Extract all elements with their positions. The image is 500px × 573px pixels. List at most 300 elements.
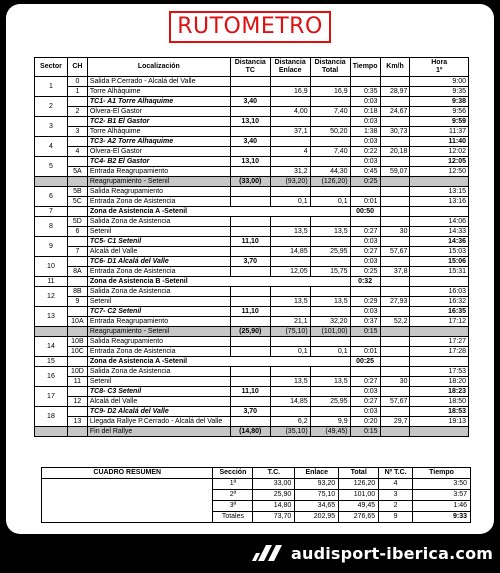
tiempo-cell: 0:45	[350, 167, 380, 177]
sector-cell: 5	[35, 157, 68, 177]
distancia-enlace-cell	[270, 137, 310, 147]
distancia-total-cell	[310, 367, 350, 377]
summary-header-row	[42, 468, 471, 479]
hora-cell: 18:20	[410, 377, 469, 387]
location-cell: Salida P.Cerrado - Alcalá del Valle	[87, 77, 230, 87]
document-frame	[6, 4, 494, 534]
hora-cell: 12:50	[410, 167, 469, 177]
summary-cell: 3	[379, 490, 413, 501]
kmh-cell	[380, 387, 410, 397]
kmh-cell	[380, 77, 410, 87]
tiempo-cell: 0:15	[350, 327, 380, 337]
distancia-tc-cell	[230, 247, 270, 257]
distancia-enlace-cell	[270, 117, 310, 127]
sector-cell: 16	[35, 367, 68, 387]
hora-cell: 12:02	[410, 147, 469, 157]
tiempo-cell: 00:50	[350, 207, 380, 217]
ch-cell: 10A	[67, 317, 87, 327]
distancia-tc-cell: 3,40	[230, 97, 270, 107]
distancia-total-cell	[310, 387, 350, 397]
tiempo-cell: 0:01	[350, 197, 380, 207]
table-row	[35, 387, 469, 397]
ch-cell	[67, 407, 87, 417]
summary-total-cell: 9	[379, 512, 413, 523]
ch-cell: 6	[67, 227, 87, 237]
location-cell: Olvera-El Gastor	[87, 107, 230, 117]
distancia-enlace-cell: 4,00	[270, 107, 310, 117]
header-tiempo: Tiempo	[350, 58, 380, 77]
ch-cell	[67, 387, 87, 397]
location-cell: TC2- B1 El Gastor	[87, 117, 230, 127]
hora-cell: 18:23	[410, 387, 469, 397]
kmh-cell: 52,2	[380, 317, 410, 327]
kmh-cell	[380, 137, 410, 147]
header-ch: CH	[67, 58, 87, 77]
ch-cell: 10D	[67, 367, 87, 377]
distancia-total-cell	[310, 407, 350, 417]
location-cell: Alcalá del Valle	[87, 397, 230, 407]
distancia-total-cell: 15,75	[310, 267, 350, 277]
hora-cell	[410, 427, 469, 437]
summary-total-cell: 73,70	[253, 512, 295, 523]
hora-cell: 17:28	[410, 347, 469, 357]
tiempo-cell: 0:20	[350, 417, 380, 427]
ch-cell	[67, 207, 87, 217]
kmh-cell	[380, 367, 410, 377]
table-row	[35, 327, 469, 337]
distancia-tc-cell	[230, 267, 270, 277]
table-row	[35, 227, 469, 237]
tiempo-cell: 0:03	[350, 407, 380, 417]
kmh-cell	[380, 237, 410, 247]
ch-cell: 10C	[67, 347, 87, 357]
summary-cell: 4	[379, 479, 413, 490]
sector-cell: 6	[35, 187, 68, 207]
distancia-tc-cell	[230, 167, 270, 177]
location-cell: Zona de Asistencia A -Setenil	[87, 357, 350, 367]
location-cell: Entrada Reagrupamiento	[87, 317, 230, 327]
summary-cell: 3:57	[413, 490, 471, 501]
ch-cell: 1	[67, 87, 87, 97]
location-cell: TC3- A2 Torre Alhaquime	[87, 137, 230, 147]
distancia-enlace-cell: 4	[270, 147, 310, 157]
distancia-tc-cell	[230, 87, 270, 97]
sector-cell: 10	[35, 257, 68, 277]
table-row	[35, 317, 469, 327]
hora-cell: 16:32	[410, 297, 469, 307]
hora-cell: 9:35	[410, 87, 469, 97]
hora-cell: 11:37	[410, 127, 469, 137]
distancia-tc-cell: 3,40	[230, 137, 270, 147]
kmh-cell	[380, 157, 410, 167]
sector-cell: 11	[35, 277, 68, 287]
distancia-total-cell	[310, 97, 350, 107]
kmh-cell: 37,8	[380, 267, 410, 277]
distancia-tc-cell	[230, 217, 270, 227]
distancia-enlace-cell: 0,1	[270, 197, 310, 207]
distancia-tc-cell	[230, 377, 270, 387]
distancia-enlace-cell: 0,1	[270, 347, 310, 357]
kmh-cell: 28,97	[380, 87, 410, 97]
summary-header: Tiempo	[413, 468, 471, 479]
summary-blank-cell	[42, 479, 213, 490]
location-cell: TC4- B2 El Gastor	[87, 157, 230, 167]
distancia-total-cell	[310, 337, 350, 347]
header-distancia-total: Distancia Total	[310, 58, 350, 77]
distancia-enlace-cell	[270, 237, 310, 247]
distancia-total-cell: 0,1	[310, 197, 350, 207]
hora-cell: 9:00	[410, 77, 469, 87]
ch-cell: 0	[67, 77, 87, 87]
hora-cell: 17:27	[410, 337, 469, 347]
kmh-cell: 30	[380, 377, 410, 387]
location-cell: Salida Zona de Asistencia	[87, 287, 230, 297]
table-row	[35, 337, 469, 347]
brand-logo	[252, 541, 493, 565]
summary-totals-row	[42, 512, 471, 523]
ch-cell: 13	[67, 417, 87, 427]
ch-cell	[67, 137, 87, 147]
kmh-cell: 29,7	[380, 417, 410, 427]
distancia-tc-cell	[230, 347, 270, 357]
location-cell: TC1- A1 Torre Alhaquime	[87, 97, 230, 107]
distancia-tc-cell: (25,90)	[230, 327, 270, 337]
summary-total-cell: 202,95	[295, 512, 339, 523]
hora-cell: 17:12	[410, 317, 469, 327]
hora-cell: 18:50	[410, 397, 469, 407]
hora-cell: 13:15	[410, 187, 469, 197]
hora-cell: 9:56	[410, 107, 469, 117]
location-cell: Entrada Reagrupamiento	[87, 167, 230, 177]
table-row	[35, 87, 469, 97]
distancia-total-cell: 32,20	[310, 317, 350, 327]
location-cell: Olvera-El Gastor	[87, 147, 230, 157]
distancia-enlace-cell: (75,10)	[270, 327, 310, 337]
summary-blank-cell	[42, 501, 213, 512]
kmh-cell: 57,67	[380, 247, 410, 257]
tiempo-cell: 0:03	[350, 117, 380, 127]
ch-cell: 2	[67, 107, 87, 117]
ch-cell	[67, 177, 87, 187]
hora-cell: 15:03	[410, 247, 469, 257]
table-row	[35, 287, 469, 297]
tiempo-cell: 0:27	[350, 247, 380, 257]
table-row	[35, 377, 469, 387]
summary-cell: 93,20	[295, 479, 339, 490]
table-row	[35, 357, 469, 367]
tiempo-cell: 0:03	[350, 157, 380, 167]
distancia-enlace-cell: 6,2	[270, 417, 310, 427]
distancia-enlace-cell: (93,20)	[270, 177, 310, 187]
distancia-total-cell: 7,40	[310, 147, 350, 157]
sector-cell: 12	[35, 287, 68, 307]
distancia-total-cell	[310, 217, 350, 227]
kmh-cell	[380, 277, 410, 287]
distancia-enlace-cell	[270, 337, 310, 347]
ch-cell	[67, 257, 87, 267]
distancia-tc-cell	[230, 287, 270, 297]
sector-cell: 9	[35, 237, 68, 257]
table-row	[35, 267, 469, 277]
summary-total-cell: 9:33	[413, 512, 471, 523]
location-cell: Zona de Asistencia B -Setenil	[87, 277, 350, 287]
sector-cell: 4	[35, 137, 68, 157]
distancia-enlace-cell	[270, 187, 310, 197]
summary-cell: 25,90	[253, 490, 295, 501]
hora-cell: 16:35	[410, 307, 469, 317]
table-row	[35, 217, 469, 227]
location-cell: Setenil	[87, 227, 230, 237]
tiempo-cell: 0:25	[350, 267, 380, 277]
distancia-tc-cell	[230, 197, 270, 207]
location-cell: Salida Zona de Asistencia	[87, 367, 230, 377]
distancia-enlace-cell	[270, 217, 310, 227]
ch-cell: 7	[67, 247, 87, 257]
table-row	[35, 367, 469, 377]
kmh-cell: 30,73	[380, 127, 410, 137]
summary-header: T.C.	[253, 468, 295, 479]
summary-cell: 33,00	[253, 479, 295, 490]
distancia-total-cell	[310, 187, 350, 197]
hora-cell: 15:31	[410, 267, 469, 277]
table-row	[35, 117, 469, 127]
summary-title: CUADRO RESUMEN	[42, 468, 213, 479]
table-row	[35, 197, 469, 207]
distancia-enlace-cell	[270, 387, 310, 397]
distancia-enlace-cell	[270, 257, 310, 267]
kmh-cell	[380, 257, 410, 267]
summary-blank-cell	[42, 490, 213, 501]
hora-cell	[410, 207, 469, 217]
kmh-cell: 20,18	[380, 147, 410, 157]
tiempo-cell: 0:27	[350, 397, 380, 407]
distancia-tc-cell	[230, 187, 270, 197]
hora-cell	[410, 327, 469, 337]
tiempo-cell	[350, 367, 380, 377]
distancia-total-cell	[310, 257, 350, 267]
tiempo-cell: 0:03	[350, 307, 380, 317]
distancia-total-cell: (101,00)	[310, 327, 350, 337]
sector-cell: 13	[35, 307, 68, 327]
distancia-enlace-cell: 21,1	[270, 317, 310, 327]
kmh-cell: 57,67	[380, 397, 410, 407]
distancia-total-cell: 25,95	[310, 397, 350, 407]
kmh-cell	[380, 207, 410, 217]
ch-cell: 8A	[67, 267, 87, 277]
ch-cell: 4	[67, 147, 87, 157]
distancia-total-cell	[310, 157, 350, 167]
summary-cell: 2	[379, 501, 413, 512]
ch-cell: 11	[67, 377, 87, 387]
sector-cell: 17	[35, 387, 68, 407]
kmh-cell: 24,67	[380, 107, 410, 117]
kmh-cell	[380, 97, 410, 107]
header-localizacion: Localización	[87, 58, 230, 77]
table-row	[35, 137, 469, 147]
location-cell: Salida Zona de Asistencia	[87, 217, 230, 227]
tiempo-cell: 0:03	[350, 237, 380, 247]
ch-cell	[67, 357, 87, 367]
ch-cell	[67, 327, 87, 337]
kmh-cell	[380, 347, 410, 357]
table-row	[35, 277, 469, 287]
tiempo-cell: 0:29	[350, 297, 380, 307]
distancia-tc-cell: 13,10	[230, 117, 270, 127]
hora-cell	[410, 277, 469, 287]
kmh-cell	[380, 187, 410, 197]
location-cell: Entrada Zona de Asistencia	[87, 347, 230, 357]
table-row	[35, 147, 469, 157]
location-cell: Torre Alháquime	[87, 87, 230, 97]
kmh-cell	[380, 287, 410, 297]
hora-cell: 14:33	[410, 227, 469, 237]
distancia-tc-cell	[230, 337, 270, 347]
hora-cell: 12:05	[410, 157, 469, 167]
distancia-tc-cell	[230, 317, 270, 327]
distancia-enlace-cell: (35,10)	[270, 427, 310, 437]
kmh-cell	[380, 337, 410, 347]
tiempo-cell: 0:22	[350, 147, 380, 157]
summary-cell: 126,20	[339, 479, 379, 490]
summary-cell: 14,80	[253, 501, 295, 512]
distancia-enlace-cell: 37,1	[270, 127, 310, 137]
distancia-total-cell	[310, 307, 350, 317]
summary-row	[42, 490, 471, 501]
table-row	[35, 97, 469, 107]
tiempo-cell	[350, 77, 380, 87]
table-row	[35, 247, 469, 257]
sector-cell: 2	[35, 97, 68, 117]
tiempo-cell: 0:03	[350, 97, 380, 107]
distancia-tc-cell	[230, 397, 270, 407]
table-row	[35, 407, 469, 417]
sector-cell: 1	[35, 77, 68, 97]
kmh-cell: 59,07	[380, 167, 410, 177]
header-kmh: Km/h	[380, 58, 410, 77]
location-cell: Entrada Zona de Asistencia	[87, 267, 230, 277]
table-row	[35, 157, 469, 167]
distancia-total-cell	[310, 77, 350, 87]
location-cell: Salida Reagrupamiento	[87, 337, 230, 347]
sector-cell: 14	[35, 337, 68, 357]
distancia-tc-cell: 3,70	[230, 407, 270, 417]
distancia-enlace-cell: 31,2	[270, 167, 310, 177]
table-row	[35, 77, 469, 87]
tiempo-cell: 0:01	[350, 347, 380, 357]
distancia-enlace-cell	[270, 307, 310, 317]
distancia-total-cell: 7,40	[310, 107, 350, 117]
kmh-cell	[380, 177, 410, 187]
distancia-total-cell: 50,20	[310, 127, 350, 137]
location-cell: TC6- D1 Alcalá del Valle	[87, 257, 230, 267]
distancia-enlace-cell: 13,5	[270, 227, 310, 237]
table-row	[35, 167, 469, 177]
sector-cell: 7	[35, 207, 68, 217]
tiempo-cell: 0:03	[350, 387, 380, 397]
sector-cell	[35, 327, 68, 337]
location-cell: TC8- C3 Setenil	[87, 387, 230, 397]
summary-total-cell: 276,65	[339, 512, 379, 523]
distancia-total-cell: 9,9	[310, 417, 350, 427]
table-row	[35, 207, 469, 217]
table-row	[35, 107, 469, 117]
distancia-total-cell: 25,95	[310, 247, 350, 257]
location-cell: Alcalá del Valle	[87, 247, 230, 257]
hora-cell: 9:38	[410, 97, 469, 107]
distancia-total-cell: 13,5	[310, 377, 350, 387]
distancia-tc-cell	[230, 297, 270, 307]
summary-cell: 1:46	[413, 501, 471, 512]
distancia-tc-cell	[230, 147, 270, 157]
distancia-tc-cell: 11,10	[230, 387, 270, 397]
table-row	[35, 297, 469, 307]
tiempo-cell: 0:03	[350, 257, 380, 267]
brand-name: audisport-iberica.com	[291, 543, 494, 563]
distancia-total-cell	[310, 117, 350, 127]
ch-cell	[67, 97, 87, 107]
distancia-enlace-cell: 13,5	[270, 377, 310, 387]
distancia-enlace-cell: 14,85	[270, 247, 310, 257]
table-row	[35, 427, 469, 437]
summary-cell: 3:50	[413, 479, 471, 490]
ch-cell: 8B	[67, 287, 87, 297]
hora-cell: 13:16	[410, 197, 469, 207]
summary-header: Nº T.C.	[379, 468, 413, 479]
distancia-total-cell	[310, 137, 350, 147]
page-title: RUTOMETRO	[6, 14, 494, 39]
distancia-enlace-cell	[270, 157, 310, 167]
distancia-total-cell: (49,45)	[310, 427, 350, 437]
ch-cell	[67, 157, 87, 167]
distancia-tc-cell: 13,10	[230, 157, 270, 167]
summary-cell: 101,00	[339, 490, 379, 501]
distancia-total-cell: 16,9	[310, 87, 350, 97]
distancia-enlace-cell: 12,05	[270, 267, 310, 277]
summary-cell: 2ª	[213, 490, 253, 501]
summary-cell: 34,65	[295, 501, 339, 512]
distancia-tc-cell	[230, 107, 270, 117]
summary-header: Sección	[213, 468, 253, 479]
summary-header: Total	[339, 468, 379, 479]
summary-cell: 49,45	[339, 501, 379, 512]
table-row	[35, 187, 469, 197]
summary-cell: 3ª	[213, 501, 253, 512]
tiempo-cell: 0:03	[350, 137, 380, 147]
hora-cell: 14:36	[410, 237, 469, 247]
hora-cell: 16:03	[410, 287, 469, 297]
table-row	[35, 257, 469, 267]
ch-cell: 9	[67, 297, 87, 307]
tiempo-cell: 0:37	[350, 317, 380, 327]
tiempo-cell: 0:15	[350, 427, 380, 437]
kmh-cell	[380, 117, 410, 127]
location-cell: TC9- D2 Alcalá del Valle	[87, 407, 230, 417]
sector-cell: 15	[35, 357, 68, 367]
tiempo-cell: 00:25	[350, 357, 380, 367]
distancia-tc-cell: (14,80)	[230, 427, 270, 437]
distancia-enlace-cell: 14,85	[270, 397, 310, 407]
distancia-tc-cell	[230, 127, 270, 137]
sector-cell	[35, 427, 68, 437]
summary-total-cell: Totales	[213, 512, 253, 523]
hora-cell: 11:40	[410, 137, 469, 147]
summary-cell: 75,10	[295, 490, 339, 501]
kmh-cell: 27,93	[380, 297, 410, 307]
location-cell: Llegada Rallye P.Cerrado - Alcalá del Valle	[87, 417, 230, 427]
distancia-tc-cell	[230, 417, 270, 427]
ch-cell: 3	[67, 127, 87, 137]
distancia-tc-cell: 3,70	[230, 257, 270, 267]
